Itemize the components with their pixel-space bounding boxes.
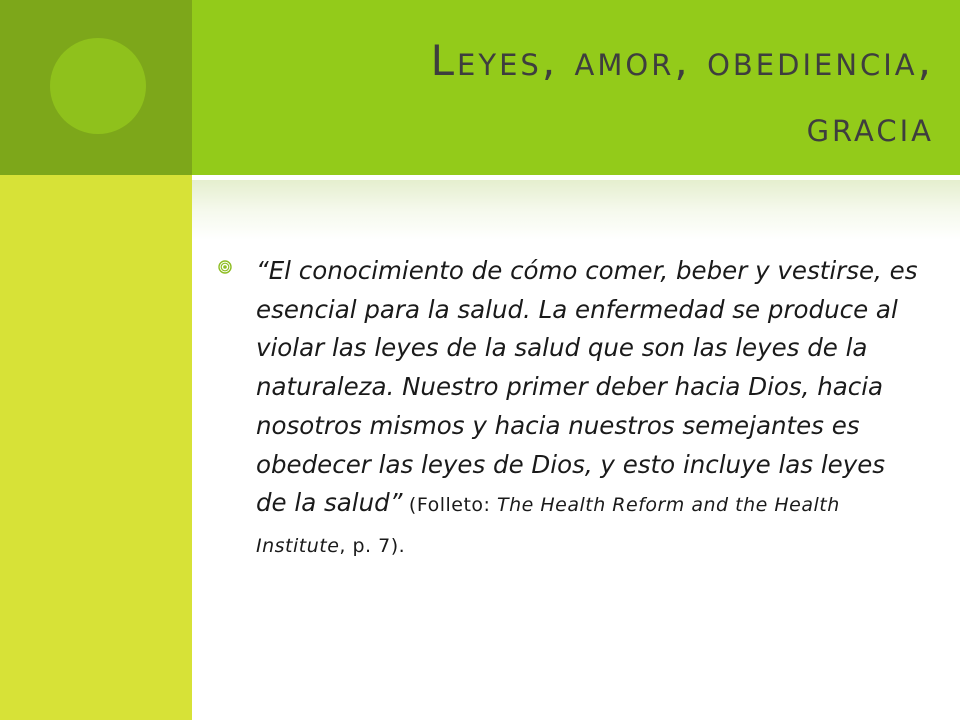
decorative-circle — [50, 38, 146, 134]
quote-paragraph — [256, 252, 918, 566]
target-circle-icon — [218, 260, 232, 274]
slide-content — [218, 252, 918, 566]
citation-prefix: (Folleto: — [402, 494, 497, 517]
header-gradient — [192, 180, 960, 240]
sidebar-top-block — [0, 0, 192, 175]
quote-close-mark: ” — [389, 488, 403, 518]
quote-text: “El conocimiento de cómo comer, beber y vestirse, es esencial para la salud. La enfermedad se produce al violar las leyes de la salud que son las leyes de la naturaleza. Nuestro primer deber hacia Dios, hacia nosotros mismos y hacia nuestros semejantes es obedecer las leyes de Dios, y esto incluye las leyes de la salud — [256, 256, 918, 518]
title-header — [192, 0, 960, 175]
citation-title: The Health Reform and the Health Institute — [256, 494, 840, 557]
citation-suffix: , p. 7). — [339, 534, 406, 557]
sidebar-bottom-block — [0, 175, 192, 720]
slide-title: Leyes, amor, obediencia, gracia — [430, 36, 934, 151]
